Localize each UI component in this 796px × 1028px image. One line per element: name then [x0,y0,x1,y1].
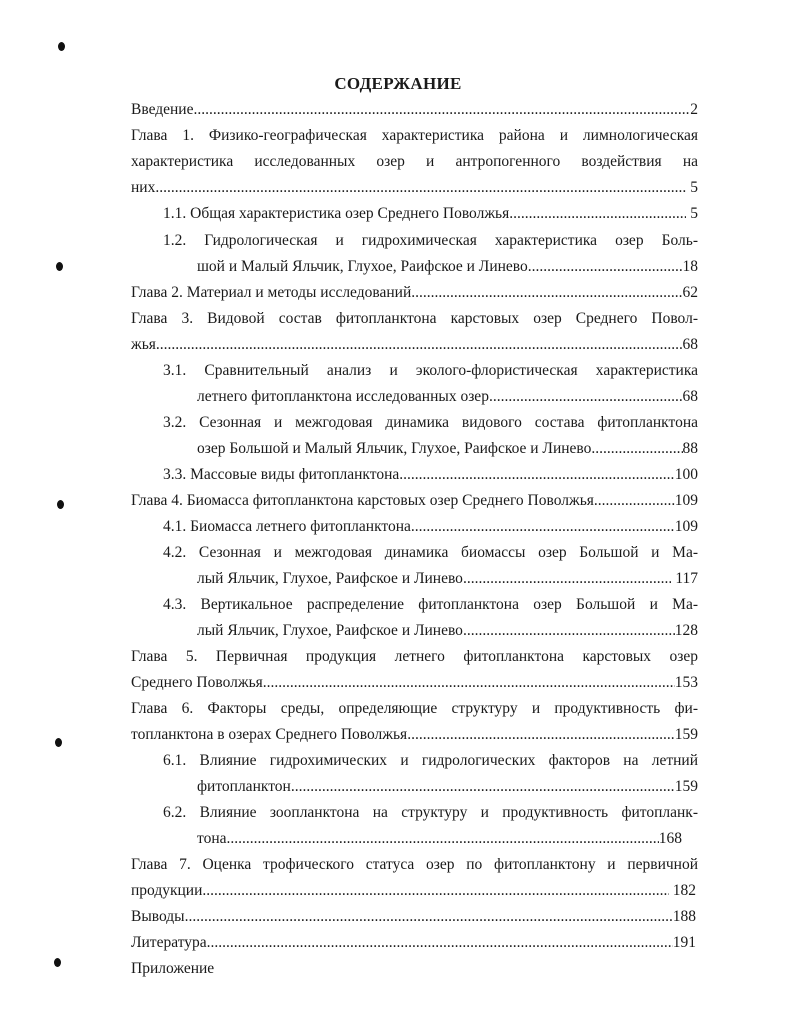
toc-entry-text: 1.1. Общая характеристика озер Среднего Поволжья [163,205,510,222]
toc-entry-6-2-line1: 6.2. Влияние зоопланктона на структуру и продуктивность фитопланк- [163,804,698,821]
toc-entry-ch6-line1: Глава 6. Факторы среды, определяющие структуру и продуктивность фи- [131,700,698,717]
toc-entry-ch1-line3 [131,178,698,198]
toc-entry-ch5-line1: Глава 5. Первичная продукция летнего фитопланктона карстовых озер [131,648,698,665]
toc-entry-text: 3.3. Массовые виды фитопланктона [163,466,400,483]
toc-page-number: 188 [672,908,696,925]
toc-entry-1-2-line2 [197,257,698,277]
toc-entry-text: 4.1. Биомасса летнего фитопланктона [163,518,411,535]
toc-entry-ch5-line2 [131,673,698,693]
toc-page-number: 153 [674,674,698,691]
toc-entry-text: продукции [131,882,203,899]
toc-entry-ch6-line2 [131,725,698,745]
binding-hole-mark [54,958,61,967]
toc-entry-text: них [131,179,156,196]
toc-entry-4-3-line2 [197,621,698,641]
toc-entry-ch3-line2 [131,335,698,355]
toc-entry-ch3-line1: Глава 3. Видовой состав фитопланктона карстовых озер Среднего Повол- [131,310,698,327]
toc-entry-literature [131,933,696,953]
toc-entry-text: топланктона в озерах Среднего Поволжья [131,726,408,743]
toc-page-number: 5 [690,205,698,222]
toc-page-number: 168 [658,830,682,847]
toc-page-number: 2 [690,101,698,118]
toc-entry-4-1 [163,517,698,537]
toc-page-number: 5 [690,179,698,196]
toc-page-number: 109 [674,518,698,535]
toc-entry-text: летнего фитопланктона исследованных озер [197,388,489,405]
toc-entry-text: тона [197,830,227,847]
toc-page-number: 100 [674,466,698,483]
toc-entry-3-3 [163,465,698,485]
toc-entry-6-2-line2 [197,829,682,849]
toc-entry-ch7-line1: Глава 7. Оценка трофического статуса озер по фитопланктону и первичной [131,856,698,873]
toc-entry-ch1-line2: характеристика исследованных озер и антропогенного воздействия на [131,153,698,170]
toc-entry-text: лый Яльчик, Глухое, Раифское и Линево [197,570,463,587]
toc-entry-text: Введение [131,101,194,118]
toc-page-number: 182 [672,882,696,899]
toc-page-number: 62 [682,284,698,301]
toc-entry-ch4 [131,491,698,511]
toc-entry-intro [131,100,698,120]
toc-entry-conclusions [131,907,696,927]
toc-entry-3-2-line1: 3.2. Сезонная и межгодовая динамика видового состава фитопланктона [163,414,698,431]
toc-entry-1-2-line1: 1.2. Гидрологическая и гидрохимическая характеристика озер Боль- [163,232,698,249]
toc-page-number: 191 [672,934,696,951]
toc-page-number: 68 [682,388,698,405]
toc-entry-text: Глава 2. Материал и методы исследований [131,284,412,301]
toc-entry-text: жья [131,336,156,353]
toc-entry-6-1-line1: 6.1. Влияние гидрохимических и гидрологических факторов на летний [163,752,698,769]
toc-entry-text: фитопланктон [197,778,291,795]
toc-entry-1-1 [163,204,698,224]
page-title: СОДЕРЖАНИЕ [334,74,462,93]
toc-page-number: 159 [674,726,698,743]
toc-page-number: 109 [674,492,698,509]
toc-entry-text: лый Яльчик, Глухое, Раифское и Линево [197,622,463,639]
toc-entry-ch1-line1: Глава 1. Физико-географическая характеристика района и лимнологическая [131,127,698,144]
toc-entry-4-2-line1: 4.2. Сезонная и межгодовая динамика биомассы озер Большой и Ма- [163,544,698,561]
toc-entry-appendix: Приложение [131,960,215,977]
toc-page-number: 117 [675,570,698,587]
toc-page-number: 68 [682,336,698,353]
toc-page-number: 159 [674,778,698,795]
binding-hole-mark [55,738,62,747]
toc-entry-4-2-line2 [197,569,698,589]
toc-entry-text: Выводы [131,908,185,925]
toc-entry-ch2 [131,283,698,303]
toc-entry-6-1-line2 [197,777,698,797]
toc-entry-text: Литература [131,934,207,951]
toc-entry-text: Глава 4. Биомасса фитопланктона карстовых озер Среднего Поволжья [131,492,594,509]
toc-entry-text: Среднего Поволжья [131,674,263,691]
toc-entry-text: шой и Малый Яльчик, Глухое, Раифское и Линево [197,258,528,275]
binding-hole-mark [57,500,64,509]
toc-entry-3-1-line2 [197,387,698,407]
binding-hole-mark [58,42,65,51]
toc-entry-4-3-line1: 4.3. Вертикальное распределение фитопланктона озер Большой и Ма- [163,596,698,613]
toc-page-number: 18 [682,258,698,275]
binding-hole-mark [56,262,63,271]
toc-page-number: 88 [682,440,698,457]
toc-entry-3-1-line1: 3.1. Сравнительный анализ и эколого-флористическая характеристика [163,362,698,379]
toc-entry-text: озер Большой и Малый Яльчик, Глухое, Раифское и Линево [197,440,592,457]
toc-page-number: 128 [674,622,698,639]
toc-entry-3-2-line2 [197,439,698,459]
toc-entry-ch7-line2 [131,881,696,901]
